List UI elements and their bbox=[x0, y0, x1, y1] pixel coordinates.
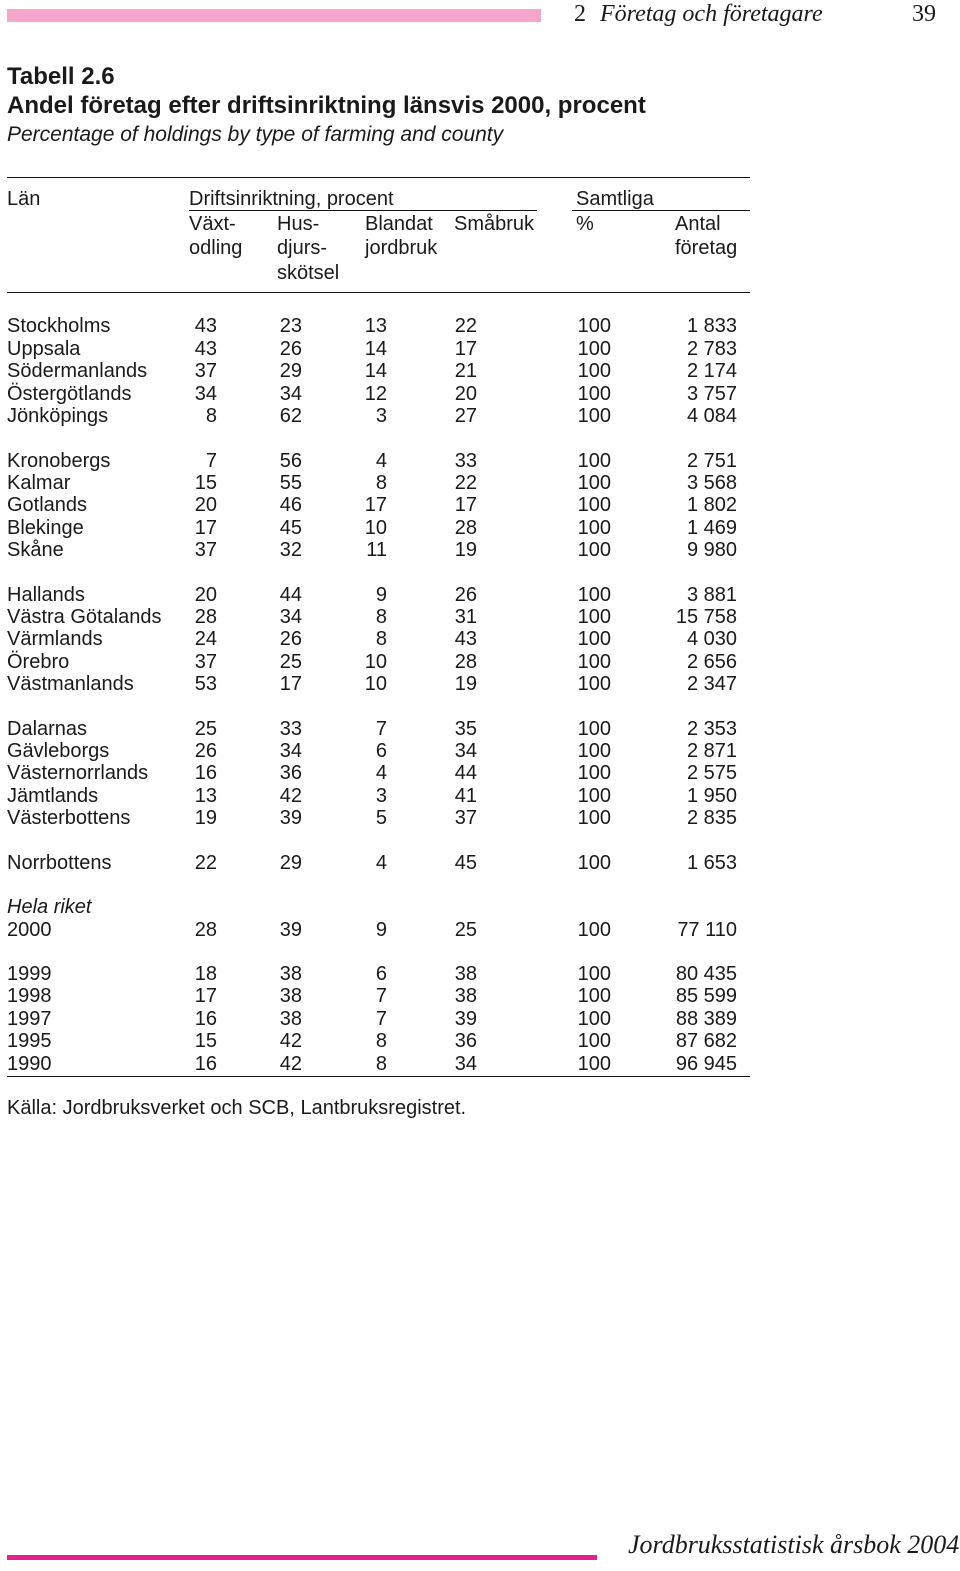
table-cell: 28 bbox=[454, 517, 477, 539]
row-label: Värmlands bbox=[7, 628, 103, 650]
table-cell: 100 bbox=[577, 338, 611, 360]
table-cell: 9 bbox=[375, 584, 387, 606]
table-cell: 45 bbox=[454, 852, 477, 874]
table-cell: 34 bbox=[279, 606, 302, 628]
table-cell: 1 653 bbox=[686, 852, 737, 874]
col-header-vaxtodling-line1: Växt- bbox=[189, 213, 236, 235]
table-cell: 22 bbox=[454, 315, 477, 337]
col-header-lan: Län bbox=[7, 188, 41, 210]
row-label: Gävleborgs bbox=[7, 740, 110, 762]
publication-title: Jordbruksstatistisk årsbok 2004 bbox=[628, 1530, 960, 1559]
table-cell: 43 bbox=[194, 338, 217, 360]
table-cell: 1 950 bbox=[686, 785, 737, 807]
group-rule-driftsinriktning bbox=[189, 210, 537, 211]
row-label: 1995 bbox=[7, 1030, 52, 1052]
header-accent-bar bbox=[7, 9, 541, 22]
row-label: Västmanlands bbox=[7, 673, 134, 695]
table-cell: 14 bbox=[364, 338, 387, 360]
table-cell: 22 bbox=[454, 472, 477, 494]
row-label: Jämtlands bbox=[7, 785, 99, 807]
table-cell: 10 bbox=[364, 651, 387, 673]
table-cell: 20 bbox=[194, 584, 217, 606]
table-cell: 7 bbox=[375, 1008, 387, 1030]
row-label: Kalmar bbox=[7, 472, 71, 494]
table-cell: 34 bbox=[454, 740, 477, 762]
table-cell: 34 bbox=[194, 383, 217, 405]
row-label: Gotlands bbox=[7, 494, 88, 516]
table-cell: 17 bbox=[279, 673, 302, 695]
row-label: Stockholms bbox=[7, 315, 111, 337]
table-cell: 100 bbox=[577, 539, 611, 561]
col-header-vaxtodling-line2: odling bbox=[189, 237, 243, 259]
table-cell: 100 bbox=[577, 360, 611, 382]
table-cell: 10 bbox=[364, 517, 387, 539]
table-cell: 55 bbox=[279, 472, 302, 494]
table-cell: 25 bbox=[454, 919, 477, 941]
table-cell: 100 bbox=[577, 1008, 611, 1030]
table-cell: 87 682 bbox=[675, 1030, 737, 1052]
table-cell: 20 bbox=[194, 494, 217, 516]
table-cell: 17 bbox=[454, 338, 477, 360]
table-cell: 31 bbox=[454, 606, 477, 628]
table-cell: 33 bbox=[279, 718, 302, 740]
row-label: Västernorrlands bbox=[7, 762, 149, 784]
table-cell: 7 bbox=[375, 985, 387, 1007]
table-cell: 2 353 bbox=[686, 718, 737, 740]
table-cell: 100 bbox=[577, 673, 611, 695]
table-cell: 15 758 bbox=[675, 606, 737, 628]
table-cell: 12 bbox=[364, 383, 387, 405]
table-cell: 39 bbox=[279, 807, 302, 829]
table-cell: 1 833 bbox=[686, 315, 737, 337]
row-label: Jönköpings bbox=[7, 405, 109, 427]
table-cell: 3 bbox=[375, 785, 387, 807]
table-cell: 100 bbox=[577, 1053, 611, 1075]
table-cell: 27 bbox=[454, 405, 477, 427]
table-cell: 2 783 bbox=[686, 338, 737, 360]
table-cell: 100 bbox=[577, 919, 611, 941]
table-source-note: Källa: Jordbruksverket och SCB, Lantbruksregistret. bbox=[7, 1097, 467, 1119]
row-label: Blekinge bbox=[7, 517, 84, 539]
table-cell: 42 bbox=[279, 1030, 302, 1052]
table-cell: 28 bbox=[194, 606, 217, 628]
table-cell: 6 bbox=[375, 963, 387, 985]
table-cell: 19 bbox=[194, 807, 217, 829]
row-label: 1990 bbox=[7, 1053, 52, 1075]
table-cell: 8 bbox=[375, 1053, 387, 1075]
col-header-antal-line2: företag bbox=[675, 237, 738, 259]
table-cell: 77 110 bbox=[677, 919, 737, 941]
footer-accent-bar bbox=[7, 1555, 597, 1560]
row-label: Södermanlands bbox=[7, 360, 148, 382]
table-cell: 39 bbox=[279, 919, 302, 941]
table-cell: 3 bbox=[375, 405, 387, 427]
col-header-blandat-line1: Blandat bbox=[365, 213, 433, 235]
table-cell: 44 bbox=[454, 762, 477, 784]
table-cell: 21 bbox=[454, 360, 477, 382]
row-label: Dalarnas bbox=[7, 718, 88, 740]
table-cell: 8 bbox=[375, 606, 387, 628]
table-cell: 4 030 bbox=[686, 628, 737, 650]
row-label: 1998 bbox=[7, 985, 52, 1007]
table-cell: 35 bbox=[454, 718, 477, 740]
table-cell: 26 bbox=[194, 740, 217, 762]
table-cell: 100 bbox=[577, 584, 611, 606]
table-cell: 20 bbox=[454, 383, 477, 405]
table-cell: 34 bbox=[279, 383, 302, 405]
table-cell: 19 bbox=[454, 539, 477, 561]
table-cell: 4 bbox=[375, 762, 387, 784]
table-cell: 2 656 bbox=[686, 651, 737, 673]
table-cell: 17 bbox=[454, 494, 477, 516]
table-cell: 45 bbox=[279, 517, 302, 539]
table-cell: 7 bbox=[205, 450, 217, 472]
table-cell: 38 bbox=[454, 985, 477, 1007]
col-group-header-driftsinriktning: Driftsinriktning, procent bbox=[189, 188, 394, 210]
row-label: 1997 bbox=[7, 1008, 52, 1030]
table-cell: 28 bbox=[194, 919, 217, 941]
col-header-procent: % bbox=[576, 213, 594, 235]
table-cell: 2 871 bbox=[686, 740, 737, 762]
table-cell: 100 bbox=[577, 651, 611, 673]
col-header-husdjur-line3: skötsel bbox=[277, 262, 340, 284]
row-label: Uppsala bbox=[7, 338, 81, 360]
table-cell: 26 bbox=[279, 628, 302, 650]
table-cell: 56 bbox=[279, 450, 302, 472]
table-cell: 19 bbox=[454, 673, 477, 695]
table-cell: 100 bbox=[577, 718, 611, 740]
row-label: 1999 bbox=[7, 963, 52, 985]
table-cell: 88 389 bbox=[675, 1008, 737, 1030]
table-cell: 38 bbox=[279, 963, 302, 985]
table-cell: 1 469 bbox=[686, 517, 737, 539]
table-cell: 16 bbox=[194, 1053, 217, 1075]
table-cell: 96 945 bbox=[675, 1053, 737, 1075]
col-header-antal-line1: Antal bbox=[675, 213, 721, 235]
table-cell: 100 bbox=[577, 494, 611, 516]
table-cell: 8 bbox=[375, 628, 387, 650]
table-cell: 100 bbox=[577, 472, 611, 494]
table-cell: 100 bbox=[577, 405, 611, 427]
table-bottom-rule bbox=[7, 1076, 750, 1077]
table-cell: 100 bbox=[577, 1030, 611, 1052]
table-cell: 25 bbox=[194, 718, 217, 740]
table-cell: 37 bbox=[454, 807, 477, 829]
table-cell: 8 bbox=[375, 472, 387, 494]
table-cell: 4 bbox=[375, 852, 387, 874]
table-cell: 22 bbox=[194, 852, 217, 874]
row-label: Västerbottens bbox=[7, 807, 131, 829]
table-cell: 100 bbox=[577, 852, 611, 874]
group-rule-samtliga bbox=[572, 210, 750, 211]
table-cell: 100 bbox=[577, 315, 611, 337]
table-cell: 17 bbox=[364, 494, 387, 516]
table-top-rule bbox=[7, 177, 750, 178]
table-cell: 42 bbox=[279, 785, 302, 807]
col-header-blandat-line2: jordbruk bbox=[365, 237, 438, 259]
table-cell: 36 bbox=[279, 762, 302, 784]
table-cell: 7 bbox=[375, 718, 387, 740]
row-label: Östergötlands bbox=[7, 383, 132, 405]
table-cell: 2 174 bbox=[686, 360, 737, 382]
table-cell: 29 bbox=[279, 852, 302, 874]
table-number: Tabell 2.6 bbox=[7, 63, 115, 90]
table-cell: 2 835 bbox=[686, 807, 737, 829]
table-cell: 80 435 bbox=[675, 963, 737, 985]
table-cell: 25 bbox=[279, 651, 302, 673]
row-label: 2000 bbox=[7, 919, 52, 941]
chapter-title: Företag och företagare bbox=[600, 1, 823, 27]
table-cell: 2 347 bbox=[686, 673, 737, 695]
table-cell: 85 599 bbox=[675, 985, 737, 1007]
col-header-husdjur-line2: djurs- bbox=[277, 237, 328, 259]
table-cell: 43 bbox=[454, 628, 477, 650]
table-cell: 100 bbox=[577, 807, 611, 829]
table-cell: 2 575 bbox=[686, 762, 737, 784]
table-cell: 37 bbox=[194, 539, 217, 561]
chapter-number: 2 bbox=[574, 1, 586, 27]
table-cell: 3 757 bbox=[686, 383, 737, 405]
table-cell: 6 bbox=[375, 740, 387, 762]
table-cell: 5 bbox=[375, 807, 387, 829]
table-cell: 37 bbox=[194, 651, 217, 673]
table-cell: 100 bbox=[577, 450, 611, 472]
table-cell: 43 bbox=[194, 315, 217, 337]
table-cell: 2 751 bbox=[686, 450, 737, 472]
table-cell: 13 bbox=[194, 785, 217, 807]
row-label: Norrbottens bbox=[7, 852, 112, 874]
table-cell: 34 bbox=[279, 740, 302, 762]
page-number: 39 bbox=[912, 1, 936, 27]
table-cell: 36 bbox=[454, 1030, 477, 1052]
row-label: Örebro bbox=[7, 651, 70, 673]
table-cell: 15 bbox=[194, 1030, 217, 1052]
table-cell: 28 bbox=[454, 651, 477, 673]
table-cell: 9 980 bbox=[686, 539, 737, 561]
table-cell: 9 bbox=[375, 919, 387, 941]
table-cell: 38 bbox=[279, 985, 302, 1007]
chapter-heading bbox=[574, 0, 823, 28]
row-label: Skåne bbox=[7, 539, 64, 561]
table-cell: 26 bbox=[454, 584, 477, 606]
col-header-smabruk: Småbruk bbox=[454, 213, 535, 235]
table-cell: 4 bbox=[375, 450, 387, 472]
row-group-label: Hela riket bbox=[7, 896, 92, 918]
table-cell: 17 bbox=[194, 517, 217, 539]
table-cell: 29 bbox=[279, 360, 302, 382]
table-cell: 100 bbox=[577, 383, 611, 405]
table-cell: 100 bbox=[577, 762, 611, 784]
table-cell: 100 bbox=[577, 785, 611, 807]
table-cell: 3 568 bbox=[686, 472, 737, 494]
table-cell: 100 bbox=[577, 963, 611, 985]
table-cell: 32 bbox=[279, 539, 302, 561]
table-cell: 8 bbox=[375, 1030, 387, 1052]
table-cell: 37 bbox=[194, 360, 217, 382]
table-cell: 44 bbox=[279, 584, 302, 606]
table-cell: 1 802 bbox=[686, 494, 737, 516]
row-label: Västra Götalands bbox=[7, 606, 162, 628]
table-subtitle: Percentage of holdings by type of farming and county bbox=[7, 123, 504, 146]
table-cell: 26 bbox=[279, 338, 302, 360]
table-cell: 38 bbox=[279, 1008, 302, 1030]
table-cell: 24 bbox=[194, 628, 217, 650]
table-cell: 17 bbox=[194, 985, 217, 1007]
table-cell: 100 bbox=[577, 985, 611, 1007]
table-cell: 23 bbox=[279, 315, 302, 337]
col-group-header-samtliga: Samtliga bbox=[576, 188, 654, 210]
table-cell: 13 bbox=[364, 315, 387, 337]
col-header-husdjur-line1: Hus- bbox=[277, 213, 320, 235]
table-title: Andel företag efter driftsinriktning länsvis 2000, procent bbox=[7, 92, 646, 119]
table-cell: 16 bbox=[194, 1008, 217, 1030]
table-cell: 10 bbox=[364, 673, 387, 695]
table-cell: 8 bbox=[205, 405, 217, 427]
table-cell: 18 bbox=[194, 963, 217, 985]
row-label: Hallands bbox=[7, 584, 85, 606]
table-cell: 15 bbox=[194, 472, 217, 494]
table-cell: 41 bbox=[454, 785, 477, 807]
header-bottom-rule bbox=[7, 292, 750, 293]
table-cell: 100 bbox=[577, 740, 611, 762]
table-cell: 4 084 bbox=[686, 405, 737, 427]
table-cell: 100 bbox=[577, 517, 611, 539]
table-cell: 39 bbox=[454, 1008, 477, 1030]
table-cell: 33 bbox=[454, 450, 477, 472]
table-cell: 62 bbox=[279, 405, 302, 427]
table-cell: 53 bbox=[194, 673, 217, 695]
table-cell: 46 bbox=[279, 494, 302, 516]
table-cell: 3 881 bbox=[686, 584, 737, 606]
table-cell: 14 bbox=[364, 360, 387, 382]
row-label: Kronobergs bbox=[7, 450, 111, 472]
table-cell: 100 bbox=[577, 606, 611, 628]
table-cell: 38 bbox=[454, 963, 477, 985]
table-cell: 16 bbox=[194, 762, 217, 784]
table-cell: 100 bbox=[577, 628, 611, 650]
table-cell: 42 bbox=[279, 1053, 302, 1075]
table-cell: 34 bbox=[454, 1053, 477, 1075]
table-cell: 11 bbox=[366, 539, 387, 561]
